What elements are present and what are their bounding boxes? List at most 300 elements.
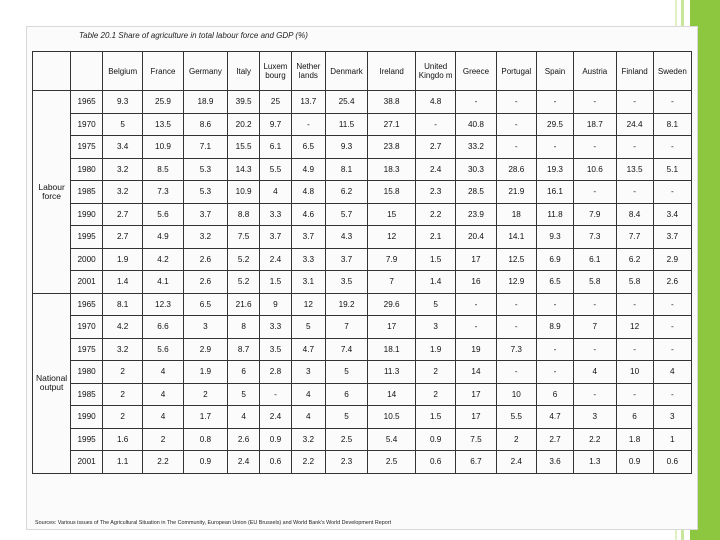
column-header: United Kingdo m xyxy=(416,52,456,91)
column-header: Ireland xyxy=(368,52,416,91)
value-cell: 17 xyxy=(456,248,496,271)
value-cell: 5 xyxy=(416,293,456,316)
column-header: France xyxy=(143,52,183,91)
value-cell: 3.2 xyxy=(103,338,143,361)
value-cell: 5 xyxy=(325,361,367,384)
value-cell: 2 xyxy=(496,428,536,451)
value-cell: 14 xyxy=(368,383,416,406)
value-cell: 13.5 xyxy=(143,113,183,136)
value-cell: 2 xyxy=(143,428,183,451)
value-cell: 1.5 xyxy=(416,406,456,429)
value-cell: 18 xyxy=(496,203,536,226)
table-body xyxy=(33,91,692,474)
value-cell: 4.2 xyxy=(103,316,143,339)
value-cell: 3 xyxy=(653,406,691,429)
value-cell: 8.5 xyxy=(143,158,183,181)
value-cell: 7 xyxy=(368,271,416,294)
year-cell: 2001 xyxy=(71,271,103,294)
value-cell: 3.7 xyxy=(325,248,367,271)
value-cell: 28.5 xyxy=(456,181,496,204)
value-cell: 0.9 xyxy=(616,451,653,474)
value-cell: 13.5 xyxy=(616,158,653,181)
value-cell: 7.9 xyxy=(574,203,616,226)
value-cell: 7.7 xyxy=(616,226,653,249)
year-cell: 1970 xyxy=(71,113,103,136)
value-cell: - xyxy=(496,293,536,316)
value-cell: 2.7 xyxy=(416,136,456,159)
value-cell: 2 xyxy=(183,383,228,406)
value-cell: - xyxy=(616,181,653,204)
value-cell: 19 xyxy=(456,338,496,361)
value-cell: 0.9 xyxy=(260,428,292,451)
column-header: Luxem bourg xyxy=(260,52,292,91)
value-cell: - xyxy=(574,136,616,159)
value-cell: 18.1 xyxy=(368,338,416,361)
table-row xyxy=(33,338,692,361)
value-cell: 6.5 xyxy=(291,136,325,159)
value-cell: 8 xyxy=(228,316,260,339)
value-cell: 3.3 xyxy=(260,316,292,339)
year-cell: 1995 xyxy=(71,428,103,451)
value-cell: 3.5 xyxy=(260,338,292,361)
value-cell: 4 xyxy=(228,406,260,429)
year-cell: 1975 xyxy=(71,338,103,361)
value-cell: - xyxy=(291,113,325,136)
value-cell: 4.7 xyxy=(291,338,325,361)
value-cell: 12.3 xyxy=(143,293,183,316)
table-row xyxy=(33,271,692,294)
value-cell: 2.5 xyxy=(368,451,416,474)
value-cell: 3 xyxy=(416,316,456,339)
value-cell: 2.4 xyxy=(228,451,260,474)
value-cell: 5.4 xyxy=(368,428,416,451)
value-cell: 2.9 xyxy=(653,248,691,271)
value-cell: 5.6 xyxy=(143,203,183,226)
value-cell: 14.3 xyxy=(228,158,260,181)
value-cell: 1.9 xyxy=(416,338,456,361)
value-cell: 5.2 xyxy=(228,248,260,271)
value-cell: 20.2 xyxy=(228,113,260,136)
value-cell: 2.7 xyxy=(103,203,143,226)
value-cell: 3.4 xyxy=(103,136,143,159)
value-cell: 3.2 xyxy=(291,428,325,451)
value-cell: 5 xyxy=(103,113,143,136)
value-cell: 3.4 xyxy=(653,203,691,226)
value-cell: 8.1 xyxy=(653,113,691,136)
table-row xyxy=(33,406,692,429)
value-cell: 2 xyxy=(416,383,456,406)
value-cell: 5.8 xyxy=(616,271,653,294)
value-cell: 5 xyxy=(325,406,367,429)
value-cell: - xyxy=(536,91,573,114)
table-row xyxy=(33,293,692,316)
value-cell: - xyxy=(496,113,536,136)
table-title: Table 20.1 Share of agriculture in total labour force and GDP (%) xyxy=(79,31,308,40)
table-row xyxy=(33,428,692,451)
value-cell: 4.3 xyxy=(325,226,367,249)
value-cell: 5.3 xyxy=(183,158,228,181)
value-cell: 3.2 xyxy=(103,158,143,181)
value-cell: 9.3 xyxy=(325,136,367,159)
value-cell: 2.2 xyxy=(143,451,183,474)
value-cell: 7.3 xyxy=(143,181,183,204)
value-cell: 5.5 xyxy=(260,158,292,181)
value-cell: 5.3 xyxy=(183,181,228,204)
table-row xyxy=(33,181,692,204)
value-cell: 2.5 xyxy=(325,428,367,451)
value-cell: 1.5 xyxy=(416,248,456,271)
value-cell: 1.9 xyxy=(183,361,228,384)
row-group-label: Labour force xyxy=(33,91,71,294)
value-cell: - xyxy=(616,338,653,361)
value-cell: 1.8 xyxy=(616,428,653,451)
value-cell: 3.6 xyxy=(536,451,573,474)
value-cell: 2.4 xyxy=(416,158,456,181)
value-cell: 8.1 xyxy=(103,293,143,316)
value-cell: 7 xyxy=(325,316,367,339)
value-cell: 2 xyxy=(103,383,143,406)
value-cell: 0.8 xyxy=(183,428,228,451)
column-header: Greece xyxy=(456,52,496,91)
value-cell: 4 xyxy=(291,383,325,406)
value-cell: 6 xyxy=(616,406,653,429)
value-cell: 3.7 xyxy=(653,226,691,249)
value-cell: 6.5 xyxy=(536,271,573,294)
column-header: Spain xyxy=(536,52,573,91)
value-cell: 7.3 xyxy=(496,338,536,361)
value-cell: 4 xyxy=(143,383,183,406)
value-cell: 3 xyxy=(183,316,228,339)
value-cell: 2.6 xyxy=(183,271,228,294)
value-cell: 9.3 xyxy=(103,91,143,114)
value-cell: 3.7 xyxy=(183,203,228,226)
value-cell: 7.5 xyxy=(228,226,260,249)
value-cell: - xyxy=(574,91,616,114)
year-cell: 1965 xyxy=(71,293,103,316)
value-cell: 3.1 xyxy=(291,271,325,294)
value-cell: 4.8 xyxy=(291,181,325,204)
value-cell: 24.4 xyxy=(616,113,653,136)
value-cell: 2 xyxy=(416,361,456,384)
value-cell: 4 xyxy=(653,361,691,384)
value-cell: 10.9 xyxy=(143,136,183,159)
table-row xyxy=(33,248,692,271)
value-cell: 10.9 xyxy=(228,181,260,204)
value-cell: 18.7 xyxy=(574,113,616,136)
value-cell: - xyxy=(616,91,653,114)
value-cell: 8.6 xyxy=(183,113,228,136)
table-row xyxy=(33,91,692,114)
value-cell: 8.1 xyxy=(325,158,367,181)
value-cell: 2.7 xyxy=(103,226,143,249)
value-cell: 2.3 xyxy=(416,181,456,204)
value-cell: 4 xyxy=(143,361,183,384)
year-cell: 2000 xyxy=(71,248,103,271)
value-cell: 7.5 xyxy=(456,428,496,451)
header-blank xyxy=(33,52,71,91)
value-cell: 5.1 xyxy=(653,158,691,181)
header-year xyxy=(71,52,103,91)
value-cell: 1.1 xyxy=(103,451,143,474)
value-cell: 8.8 xyxy=(228,203,260,226)
column-header: Nether lands xyxy=(291,52,325,91)
value-cell: - xyxy=(456,316,496,339)
value-cell: - xyxy=(653,293,691,316)
value-cell: 5 xyxy=(228,383,260,406)
value-cell: 4.1 xyxy=(143,271,183,294)
value-cell: - xyxy=(496,91,536,114)
value-cell: 6.5 xyxy=(183,293,228,316)
column-header: Italy xyxy=(228,52,260,91)
value-cell: 0.6 xyxy=(416,451,456,474)
value-cell: 13.7 xyxy=(291,91,325,114)
value-cell: 12.9 xyxy=(496,271,536,294)
value-cell: 8.7 xyxy=(228,338,260,361)
value-cell: 11.8 xyxy=(536,203,573,226)
value-cell: 1.3 xyxy=(574,451,616,474)
value-cell: 3.2 xyxy=(183,226,228,249)
value-cell: 4.6 xyxy=(291,203,325,226)
value-cell: 23.9 xyxy=(456,203,496,226)
value-cell: 21.9 xyxy=(496,181,536,204)
value-cell: - xyxy=(616,383,653,406)
value-cell: 5.6 xyxy=(143,338,183,361)
value-cell: 16 xyxy=(456,271,496,294)
value-cell: 2 xyxy=(103,361,143,384)
value-cell: 28.6 xyxy=(496,158,536,181)
value-cell: 25.4 xyxy=(325,91,367,114)
table-row xyxy=(33,158,692,181)
value-cell: 29.6 xyxy=(368,293,416,316)
value-cell: 38.8 xyxy=(368,91,416,114)
year-cell: 1985 xyxy=(71,383,103,406)
value-cell: 2.9 xyxy=(183,338,228,361)
value-cell: 4.9 xyxy=(143,226,183,249)
value-cell: - xyxy=(496,361,536,384)
value-cell: 6.1 xyxy=(574,248,616,271)
year-cell: 1990 xyxy=(71,203,103,226)
value-cell: - xyxy=(536,361,573,384)
value-cell: 7 xyxy=(574,316,616,339)
value-cell: 1.4 xyxy=(103,271,143,294)
value-cell: 6.1 xyxy=(260,136,292,159)
value-cell: - xyxy=(536,338,573,361)
value-cell: 2.4 xyxy=(260,406,292,429)
value-cell: - xyxy=(574,383,616,406)
value-cell: - xyxy=(536,136,573,159)
value-cell: 0.9 xyxy=(183,451,228,474)
value-cell: - xyxy=(260,383,292,406)
value-cell: 4 xyxy=(291,406,325,429)
year-cell: 1995 xyxy=(71,226,103,249)
value-cell: 21.6 xyxy=(228,293,260,316)
value-cell: 14 xyxy=(456,361,496,384)
value-cell: 8.4 xyxy=(616,203,653,226)
value-cell: 3.3 xyxy=(291,248,325,271)
column-header: Finland xyxy=(616,52,653,91)
year-cell: 1990 xyxy=(71,406,103,429)
value-cell: 6.7 xyxy=(456,451,496,474)
value-cell: 9.3 xyxy=(536,226,573,249)
value-cell: 15.5 xyxy=(228,136,260,159)
value-cell: - xyxy=(456,91,496,114)
value-cell: - xyxy=(616,293,653,316)
value-cell: - xyxy=(616,136,653,159)
value-cell: 4.9 xyxy=(291,158,325,181)
value-cell: 2.8 xyxy=(260,361,292,384)
year-cell: 1980 xyxy=(71,158,103,181)
value-cell: 1.9 xyxy=(103,248,143,271)
value-cell: 1.5 xyxy=(260,271,292,294)
value-cell: - xyxy=(416,113,456,136)
value-cell: 25.9 xyxy=(143,91,183,114)
value-cell: 1.7 xyxy=(183,406,228,429)
value-cell: 4 xyxy=(143,406,183,429)
year-cell: 1965 xyxy=(71,91,103,114)
value-cell: 39.5 xyxy=(228,91,260,114)
value-cell: 2.2 xyxy=(574,428,616,451)
value-cell: 12 xyxy=(616,316,653,339)
value-cell: 2.2 xyxy=(291,451,325,474)
value-cell: 9 xyxy=(260,293,292,316)
value-cell: 1.4 xyxy=(416,271,456,294)
year-cell: 1975 xyxy=(71,136,103,159)
value-cell: 20.4 xyxy=(456,226,496,249)
value-cell: 1 xyxy=(653,428,691,451)
value-cell: 15.8 xyxy=(368,181,416,204)
value-cell: 5.5 xyxy=(496,406,536,429)
value-cell: 5.7 xyxy=(325,203,367,226)
value-cell: 2.4 xyxy=(496,451,536,474)
agriculture-share-table xyxy=(32,51,692,474)
value-cell: 3 xyxy=(291,361,325,384)
value-cell: 2.1 xyxy=(416,226,456,249)
table-row xyxy=(33,316,692,339)
value-cell: 3.2 xyxy=(103,181,143,204)
value-cell: 30.3 xyxy=(456,158,496,181)
value-cell: 12 xyxy=(368,226,416,249)
table-row xyxy=(33,226,692,249)
value-cell: 16.1 xyxy=(536,181,573,204)
table-row xyxy=(33,136,692,159)
table-row xyxy=(33,113,692,136)
year-cell: 1985 xyxy=(71,181,103,204)
value-cell: 2.2 xyxy=(416,203,456,226)
year-cell: 2001 xyxy=(71,451,103,474)
value-cell: 4 xyxy=(260,181,292,204)
value-cell: 2.6 xyxy=(183,248,228,271)
value-cell: 23.8 xyxy=(368,136,416,159)
value-cell: 4.2 xyxy=(143,248,183,271)
value-cell: 1.6 xyxy=(103,428,143,451)
value-cell: 14.1 xyxy=(496,226,536,249)
value-cell: - xyxy=(456,293,496,316)
value-cell: 7.4 xyxy=(325,338,367,361)
value-cell: 25 xyxy=(260,91,292,114)
source-note: Sources: Various issues of The Agricultural Situation in The Community, European Union (EU Brussels) and World Bank's World Development Report xyxy=(35,520,392,526)
value-cell: 2.7 xyxy=(536,428,573,451)
header-row xyxy=(33,52,692,91)
value-cell: - xyxy=(653,181,691,204)
value-cell: 2 xyxy=(103,406,143,429)
value-cell: - xyxy=(536,293,573,316)
column-header: Germany xyxy=(183,52,228,91)
year-cell: 1970 xyxy=(71,316,103,339)
value-cell: 6 xyxy=(325,383,367,406)
value-cell: 19.2 xyxy=(325,293,367,316)
value-cell: 6.9 xyxy=(536,248,573,271)
value-cell: 2.4 xyxy=(260,248,292,271)
value-cell: 33.2 xyxy=(456,136,496,159)
value-cell: 8.9 xyxy=(536,316,573,339)
value-cell: 4.7 xyxy=(536,406,573,429)
value-cell: 27.1 xyxy=(368,113,416,136)
value-cell: 2.6 xyxy=(228,428,260,451)
value-cell: - xyxy=(653,316,691,339)
value-cell: 10.5 xyxy=(368,406,416,429)
value-cell: - xyxy=(574,338,616,361)
value-cell: 3.5 xyxy=(325,271,367,294)
value-cell: 6.2 xyxy=(616,248,653,271)
column-header: Portugal xyxy=(496,52,536,91)
value-cell: 18.9 xyxy=(183,91,228,114)
value-cell: 40.8 xyxy=(456,113,496,136)
row-group-label: National output xyxy=(33,293,71,473)
value-cell: 5.2 xyxy=(228,271,260,294)
column-header: Denmark xyxy=(325,52,367,91)
value-cell: 10 xyxy=(496,383,536,406)
value-cell: 7.3 xyxy=(574,226,616,249)
value-cell: 17 xyxy=(456,406,496,429)
value-cell: - xyxy=(653,91,691,114)
column-header: Sweden xyxy=(653,52,691,91)
value-cell: 15 xyxy=(368,203,416,226)
value-cell: 10.6 xyxy=(574,158,616,181)
value-cell: 11.3 xyxy=(368,361,416,384)
value-cell: 19.3 xyxy=(536,158,573,181)
table-row xyxy=(33,361,692,384)
value-cell: - xyxy=(574,181,616,204)
table-row xyxy=(33,451,692,474)
value-cell: 17 xyxy=(456,383,496,406)
value-cell: 5 xyxy=(291,316,325,339)
value-cell: 6 xyxy=(228,361,260,384)
value-cell: 6 xyxy=(536,383,573,406)
value-cell: 3.7 xyxy=(291,226,325,249)
value-cell: 17 xyxy=(368,316,416,339)
value-cell: - xyxy=(496,136,536,159)
value-cell: 7.1 xyxy=(183,136,228,159)
value-cell: 18.3 xyxy=(368,158,416,181)
value-cell: 4 xyxy=(574,361,616,384)
value-cell: 12.5 xyxy=(496,248,536,271)
value-cell: - xyxy=(653,338,691,361)
value-cell: 6.6 xyxy=(143,316,183,339)
value-cell: 2.6 xyxy=(653,271,691,294)
value-cell: 9.7 xyxy=(260,113,292,136)
value-cell: - xyxy=(574,293,616,316)
value-cell: 6.2 xyxy=(325,181,367,204)
value-cell: 10 xyxy=(616,361,653,384)
year-cell: 1980 xyxy=(71,361,103,384)
value-cell: 0.9 xyxy=(416,428,456,451)
column-header: Austria xyxy=(574,52,616,91)
table-row xyxy=(33,383,692,406)
table-row xyxy=(33,203,692,226)
value-cell: 0.6 xyxy=(260,451,292,474)
value-cell: 29.5 xyxy=(536,113,573,136)
value-cell: 2.3 xyxy=(325,451,367,474)
